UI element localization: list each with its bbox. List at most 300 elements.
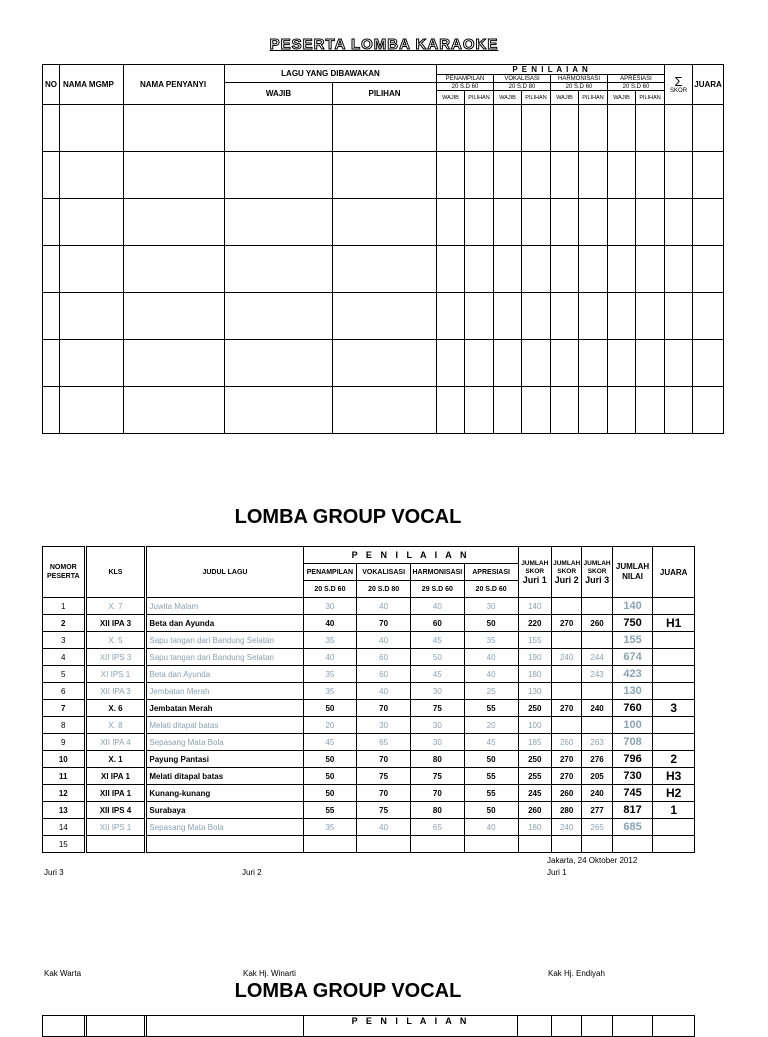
header-jumlah-skor-3: [582, 547, 612, 598]
juri-1-label: Juri 1: [547, 868, 567, 877]
score-apresiasi: 25: [464, 683, 518, 700]
table-cell: [437, 152, 465, 199]
table-cell: [124, 199, 225, 246]
score-juri-1: 180: [518, 666, 551, 683]
group-vocal-2-title: LOMBA GROUP VOCAL: [234, 980, 462, 1002]
table-cell: [225, 387, 333, 434]
score-harmonisasi: 30: [411, 717, 465, 734]
table-row: [43, 700, 695, 717]
row-number: 13: [43, 802, 85, 819]
table-cell: [608, 246, 636, 293]
score-juri-2: 260: [551, 734, 581, 751]
score-harmonisasi: 40: [411, 598, 465, 615]
table-cell: [612, 1016, 653, 1037]
table-cell: [333, 199, 437, 246]
juri-2-name: Kak Hj. Winarti: [243, 969, 296, 978]
score-apresiasi: 50: [464, 615, 518, 632]
header-penilaian: P E N I L A I A N: [303, 1016, 518, 1037]
table-cell: [225, 199, 333, 246]
score-apresiasi: 50: [464, 751, 518, 768]
group-vocal-table: [42, 546, 695, 853]
score-juri-2: 270: [551, 751, 581, 768]
table-row: [43, 387, 724, 434]
table-cell: [60, 293, 124, 340]
row-juara: [653, 632, 695, 649]
table-cell: [60, 199, 124, 246]
score-juri-2: 240: [551, 649, 581, 666]
table-cell: [124, 246, 225, 293]
row-juara: 1: [653, 802, 695, 819]
score-harmonisasi: 75: [411, 768, 465, 785]
table-cell: [43, 246, 60, 293]
table-cell: [333, 340, 437, 387]
group-vocal-2-table: [42, 1015, 695, 1037]
range-apresiasi: 20 S.D 60: [608, 83, 665, 91]
header-jumlah-skor-2: [551, 547, 581, 598]
row-jumlah-nilai: 155: [612, 632, 653, 649]
table-cell: [636, 152, 665, 199]
header-juri-2: Juri 2: [554, 575, 579, 585]
karaoke-table: [42, 64, 724, 434]
table-cell: [579, 199, 608, 246]
row-kls: XI IPA 1: [86, 768, 145, 785]
sub-pilihan: PILIHAN: [465, 91, 494, 105]
table-cell: [636, 246, 665, 293]
header-lagu: LAGU YANG DIBAWAKAN: [225, 65, 437, 83]
table-cell: [465, 105, 494, 152]
score-apresiasi: 40: [464, 666, 518, 683]
row-number: 10: [43, 751, 85, 768]
table-cell: [665, 387, 693, 434]
karaoke-empty-rows: [43, 105, 724, 434]
row-jumlah-nilai: [612, 836, 653, 853]
criterion-penampilan: PENAMPILAN: [303, 564, 357, 581]
table-row: [43, 105, 724, 152]
header-kls: KLS: [86, 547, 145, 598]
header-jumlah-skor-1: [518, 547, 551, 598]
score-juri-3: 276: [582, 751, 612, 768]
row-jumlah-nilai: 423: [612, 666, 653, 683]
row-number: 5: [43, 666, 85, 683]
table-row: [43, 819, 695, 836]
score-penampilan: 35: [303, 683, 357, 700]
score-juri-1: 250: [518, 751, 551, 768]
table-cell: [579, 340, 608, 387]
header-penilaian: P E N I L A I A N: [303, 547, 518, 564]
table-cell: [551, 105, 579, 152]
table-cell: [693, 293, 724, 340]
sub-pilihan: PILIHAN: [579, 91, 608, 105]
score-penampilan: 35: [303, 666, 357, 683]
score-penampilan: 50: [303, 785, 357, 802]
table-cell: [43, 293, 60, 340]
table-cell: [579, 293, 608, 340]
score-juri-2: [551, 683, 581, 700]
table-cell: [60, 246, 124, 293]
table-row: [43, 649, 695, 666]
score-juri-1: 260: [518, 802, 551, 819]
row-kls: XII IPA 4: [86, 734, 145, 751]
table-cell: [522, 199, 551, 246]
range-apresiasi: 20 S.D 60: [464, 581, 518, 598]
row-juara: H1: [653, 615, 695, 632]
score-juri-2: 270: [551, 768, 581, 785]
table-cell: [225, 105, 333, 152]
score-penampilan: 30: [303, 598, 357, 615]
group-vocal-title: LOMBA GROUP VOCAL: [234, 506, 462, 528]
table-cell: [60, 152, 124, 199]
table-cell: [333, 152, 437, 199]
table-cell: [43, 199, 60, 246]
score-apresiasi: 55: [464, 768, 518, 785]
row-jumlah-nilai: 745: [612, 785, 653, 802]
score-juri-1: 255: [518, 768, 551, 785]
row-kls: XII IPA 3: [86, 683, 145, 700]
row-juara: H3: [653, 768, 695, 785]
row-juara: [653, 734, 695, 751]
score-juri-1: 140: [518, 598, 551, 615]
row-jumlah-nilai: 817: [612, 802, 653, 819]
table-cell: [693, 105, 724, 152]
table-cell: [494, 387, 522, 434]
table-cell: [551, 340, 579, 387]
score-juri-2: [551, 666, 581, 683]
table-cell: [437, 340, 465, 387]
score-juri-3: [582, 632, 612, 649]
score-juri-1: 100: [518, 717, 551, 734]
table-cell: [518, 1016, 551, 1037]
score-juri-1: [518, 836, 551, 853]
table-cell: [225, 293, 333, 340]
table-cell: [124, 152, 225, 199]
table-cell: [437, 293, 465, 340]
row-judul-lagu: Melati ditapal batas: [147, 717, 303, 734]
row-kls: XI IPS 1: [86, 666, 145, 683]
table-cell: [43, 340, 60, 387]
table-cell: [636, 105, 665, 152]
table-cell: [465, 387, 494, 434]
score-harmonisasi: 30: [411, 683, 465, 700]
range-penampilan: 20 S.D 60: [437, 83, 494, 91]
sigma-icon: Σ: [674, 73, 683, 89]
row-juara: [653, 717, 695, 734]
table-cell: [636, 199, 665, 246]
row-number: 14: [43, 819, 85, 836]
score-apresiasi: 35: [464, 632, 518, 649]
row-juara: [653, 683, 695, 700]
table-cell: [124, 105, 225, 152]
row-number: 1: [43, 598, 85, 615]
row-judul-lagu: Surabaya: [147, 802, 303, 819]
score-juri-3: [582, 717, 612, 734]
table-cell: [437, 387, 465, 434]
score-apresiasi: 50: [464, 802, 518, 819]
score-vokalisasi: 40: [357, 819, 411, 836]
table-cell: [60, 340, 124, 387]
table-cell: [465, 293, 494, 340]
table-cell: [494, 340, 522, 387]
score-harmonisasi: 80: [411, 751, 465, 768]
table-cell: [494, 105, 522, 152]
criterion-penampilan: PENAMPILAN: [437, 75, 494, 83]
criterion-harmonisasi: HARMONISASI: [411, 564, 465, 581]
header-no: NO: [43, 65, 60, 105]
score-harmonisasi: 70: [411, 785, 465, 802]
table-cell: [437, 199, 465, 246]
table-cell: [693, 340, 724, 387]
sub-wajib: WAJIB: [494, 91, 522, 105]
table-cell: [522, 152, 551, 199]
score-juri-3: 277: [582, 802, 612, 819]
score-vokalisasi: 60: [357, 666, 411, 683]
score-penampilan: 50: [303, 700, 357, 717]
score-juri-1: 180: [518, 819, 551, 836]
table-cell: [225, 152, 333, 199]
table-row: [43, 632, 695, 649]
score-vokalisasi: 75: [357, 768, 411, 785]
score-juri-1: 190: [518, 649, 551, 666]
header-nomor: NOMOR: [49, 564, 77, 571]
row-judul-lagu: Sapu tangan dari Bandung Selatan: [147, 649, 303, 666]
table-cell: [86, 1016, 145, 1037]
score-penampilan: 45: [303, 734, 357, 751]
criterion-harmonisasi: HARMONISASI: [551, 75, 608, 83]
score-vokalisasi: 70: [357, 785, 411, 802]
score-juri-2: 240: [551, 819, 581, 836]
table-cell: [693, 387, 724, 434]
row-judul-lagu: Melati ditapal batas: [147, 768, 303, 785]
table-cell: [333, 105, 437, 152]
range-harmonisasi: 29 S.D 60: [411, 581, 465, 598]
row-juara: [653, 649, 695, 666]
score-juri-2: 280: [551, 802, 581, 819]
table-cell: [522, 387, 551, 434]
row-number: 2: [43, 615, 85, 632]
score-juri-3: [582, 598, 612, 615]
score-juri-1: 185: [518, 734, 551, 751]
table-cell: [43, 387, 60, 434]
range-harmonisasi: 20 S.D 60: [551, 83, 608, 91]
table-cell: [665, 199, 693, 246]
row-juara: H2: [653, 785, 695, 802]
score-juri-3: 263: [582, 734, 612, 751]
table-cell: [43, 152, 60, 199]
score-penampilan: 50: [303, 768, 357, 785]
row-jumlah-nilai: 100: [612, 717, 653, 734]
row-jumlah-nilai: 140: [612, 598, 653, 615]
table-row: [43, 785, 695, 802]
row-kls: XII IPS 1: [86, 819, 145, 836]
table-cell: [551, 387, 579, 434]
row-jumlah-nilai: 130: [612, 683, 653, 700]
score-penampilan: 55: [303, 802, 357, 819]
row-number: 9: [43, 734, 85, 751]
table-cell: [522, 293, 551, 340]
sub-wajib: WAJIB: [551, 91, 579, 105]
criterion-apresiasi: APRESIASI: [464, 564, 518, 581]
header-jumlah-skor: JUMLAH SKOR: [553, 560, 581, 575]
table-cell: [124, 340, 225, 387]
table-row: [43, 836, 695, 853]
table-row: [43, 152, 724, 199]
score-harmonisasi: 65: [411, 819, 465, 836]
score-juri-1: 250: [518, 700, 551, 717]
score-juri-3: [582, 683, 612, 700]
score-vokalisasi: 40: [357, 632, 411, 649]
table-row: [43, 340, 724, 387]
table-cell: [124, 387, 225, 434]
score-penampilan: [303, 836, 357, 853]
row-judul-lagu: Payung Pantasi: [147, 751, 303, 768]
table-cell: [608, 340, 636, 387]
row-number: 15: [43, 836, 85, 853]
table-cell: [693, 199, 724, 246]
table-cell: [465, 246, 494, 293]
row-judul-lagu: Juwita Malam: [147, 598, 303, 615]
row-kls: X. 8: [86, 717, 145, 734]
range-vokalisasi: 20 S.D 80: [494, 83, 551, 91]
header-juri-1: Juri 1: [522, 575, 547, 585]
score-penampilan: 40: [303, 649, 357, 666]
table-row: [43, 717, 695, 734]
score-apresiasi: 40: [464, 819, 518, 836]
header-pilihan: PILIHAN: [333, 83, 437, 105]
row-number: 8: [43, 717, 85, 734]
score-juri-3: 240: [582, 785, 612, 802]
juri-3-label: Juri 3: [44, 868, 64, 877]
table-cell: [333, 246, 437, 293]
score-apresiasi: 20: [464, 717, 518, 734]
table-cell: [60, 105, 124, 152]
table-cell: [465, 340, 494, 387]
header-nomor-peserta: [43, 547, 85, 598]
row-juara: 3: [653, 700, 695, 717]
sub-wajib: WAJIB: [437, 91, 465, 105]
score-harmonisasi: 30: [411, 734, 465, 751]
score-harmonisasi: 75: [411, 700, 465, 717]
score-apresiasi: 30: [464, 598, 518, 615]
table-cell: [465, 199, 494, 246]
header-judul-lagu: JUDUL LAGU: [147, 547, 303, 598]
table-cell: [608, 293, 636, 340]
score-vokalisasi: 60: [357, 649, 411, 666]
score-apresiasi: 40: [464, 649, 518, 666]
table-cell: [665, 293, 693, 340]
row-jumlah-nilai: 750: [612, 615, 653, 632]
table-cell: [608, 387, 636, 434]
score-penampilan: 20: [303, 717, 357, 734]
karaoke-title: PESERTA LOMBA KARAOKE: [269, 36, 499, 53]
table-cell: [665, 152, 693, 199]
row-kls: X. 5: [86, 632, 145, 649]
row-juara: [653, 598, 695, 615]
row-jumlah-nilai: 796: [612, 751, 653, 768]
criterion-apresiasi: APRESIASI: [608, 75, 665, 83]
score-juri-3: 240: [582, 700, 612, 717]
table-cell: [636, 387, 665, 434]
header-skor: [665, 65, 693, 105]
row-kls: X. 7: [86, 598, 145, 615]
score-apresiasi: 55: [464, 700, 518, 717]
score-harmonisasi: 80: [411, 802, 465, 819]
table-cell: [494, 199, 522, 246]
table-cell: [522, 105, 551, 152]
table-cell: [579, 105, 608, 152]
score-vokalisasi: [357, 836, 411, 853]
table-cell: [551, 199, 579, 246]
header-nama-penyanyi: NAMA PENYANYI: [124, 65, 225, 105]
row-judul-lagu: Sepasang Mata Bola: [147, 819, 303, 836]
score-harmonisasi: 60: [411, 615, 465, 632]
row-number: 7: [43, 700, 85, 717]
table-cell: [665, 340, 693, 387]
juri-3-name: Kak Warta: [44, 969, 82, 978]
score-vokalisasi: 40: [357, 598, 411, 615]
table-row: [43, 734, 695, 751]
score-apresiasi: 55: [464, 785, 518, 802]
score-juri-3: 244: [582, 649, 612, 666]
row-number: 6: [43, 683, 85, 700]
table-cell: [522, 246, 551, 293]
sub-wajib: WAJIB: [608, 91, 636, 105]
score-harmonisasi: [411, 836, 465, 853]
table-cell: [465, 152, 494, 199]
sub-pilihan: PILIHAN: [636, 91, 665, 105]
table-row: [43, 598, 695, 615]
score-vokalisasi: 40: [357, 683, 411, 700]
table-cell: [494, 293, 522, 340]
table-cell: [582, 1016, 612, 1037]
score-juri-2: [551, 632, 581, 649]
score-juri-1: 155: [518, 632, 551, 649]
table-cell: [693, 152, 724, 199]
table-cell: [551, 246, 579, 293]
row-jumlah-nilai: 708: [612, 734, 653, 751]
table-cell: [665, 246, 693, 293]
sub-pilihan: PILIHAN: [522, 91, 551, 105]
score-vokalisasi: 65: [357, 734, 411, 751]
row-jumlah-nilai: 730: [612, 768, 653, 785]
score-juri-2: [551, 598, 581, 615]
row-judul-lagu: Beta dan Ayunda: [147, 666, 303, 683]
score-harmonisasi: 45: [411, 666, 465, 683]
row-jumlah-nilai: 685: [612, 819, 653, 836]
row-juara: 2: [653, 751, 695, 768]
row-judul-lagu: Kunang-kunang: [147, 785, 303, 802]
score-penampilan: 40: [303, 615, 357, 632]
table-cell: [494, 152, 522, 199]
table-cell: [225, 246, 333, 293]
group-vocal-rows: [43, 598, 695, 853]
header-jumlah-skor: JUMLAH SKOR: [521, 560, 549, 575]
score-harmonisasi: 45: [411, 632, 465, 649]
score-penampilan: 50: [303, 751, 357, 768]
juri-1-name: Kak Hj. Endiyah: [548, 969, 605, 978]
range-vokalisasi: 20 S.D 80: [357, 581, 411, 598]
score-juri-2: [551, 717, 581, 734]
table-cell: [333, 387, 437, 434]
table-cell: [665, 105, 693, 152]
table-row: [43, 615, 695, 632]
table-row: [43, 293, 724, 340]
table-row: [43, 199, 724, 246]
table-cell: [653, 1016, 695, 1037]
table-cell: [43, 105, 60, 152]
table-cell: [579, 387, 608, 434]
header-penilaian: P E N I L A I A N: [437, 65, 665, 75]
header-peserta: PESERTA: [47, 573, 80, 580]
row-kls: X. 1: [86, 751, 145, 768]
